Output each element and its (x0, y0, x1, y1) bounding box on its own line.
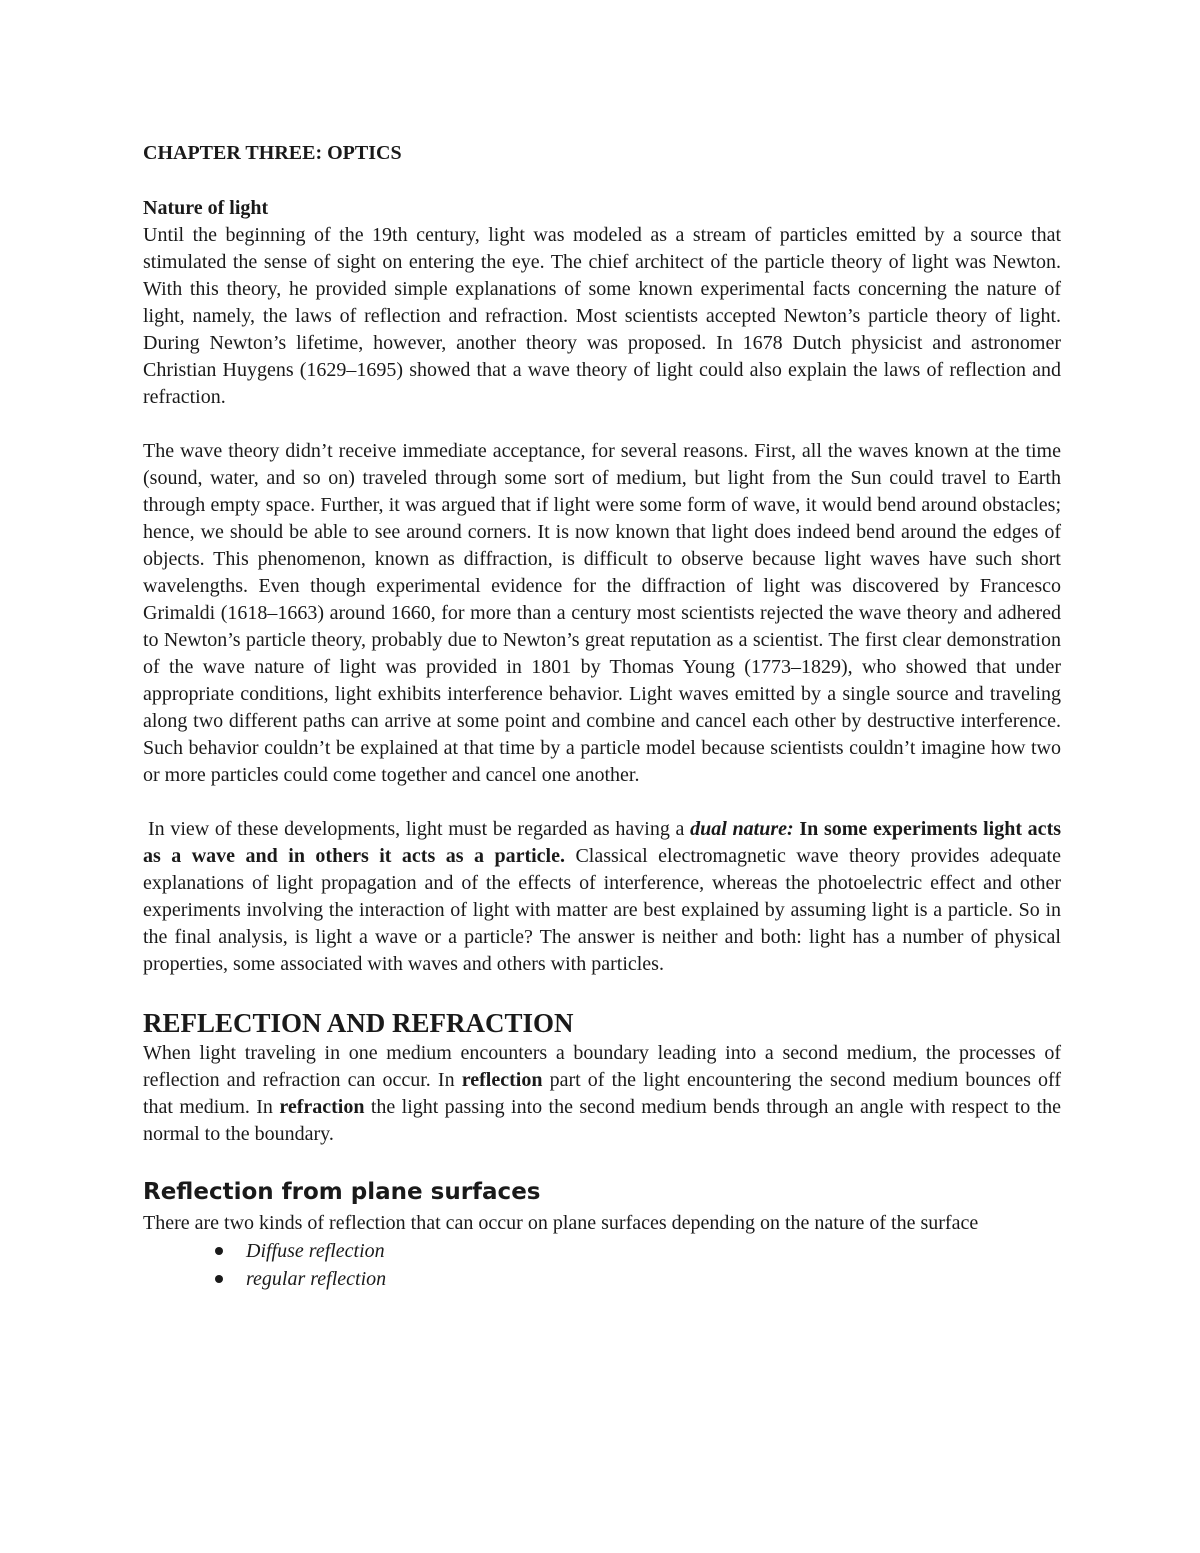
rr-text-end: the light passing into the second medium bends through an angle with respect to the normal to the boundary. (143, 1096, 1061, 1145)
p3-text-end: Classical electromagnetic wave theory provides adequate explanations of light propagation and of the effects of interference, whereas the photoelectric effect and other experiments involving the interaction of light with matter are best explained by assuming light is a particle. So in the final analysis, is light a wave or a particle? The answer is neither and both: light has a number of physical properties, some associated with waves and others with particles. (143, 845, 1061, 975)
reflection-term: reflection (461, 1069, 543, 1091)
nature-paragraph-3 (143, 816, 1061, 978)
reflection-refraction-paragraph (143, 1040, 1061, 1148)
refraction-term: refraction (279, 1096, 365, 1118)
document-page (143, 140, 1061, 1293)
bullet-icon (215, 1275, 223, 1283)
p3-text-start: In view of these developments, light must be regarded as having a (148, 818, 691, 840)
rr-text-start: When light traveling in one medium encounters a boundary leading into a second medium, the processes of reflection and refraction can occur. In (143, 1042, 1061, 1091)
list-item (215, 1265, 1061, 1293)
plane-surfaces-heading: Reflection from plane surfaces (143, 1179, 541, 1205)
plane-surfaces-intro: There are two kinds of reflection that can occur on plane surfaces depending on the nature of the surface (143, 1212, 979, 1234)
paragraph-gap (143, 789, 1061, 816)
bullet-icon (215, 1247, 223, 1255)
reflection-kinds-list (143, 1237, 1061, 1293)
dual-nature-term: dual nature: (690, 818, 794, 840)
paragraph-gap (143, 411, 1061, 438)
rr-text-mid: part of the light encountering the second medium bounces off that medium. In (143, 1069, 1062, 1118)
p3-bold-statement: In some experiments light acts as a wave and in others it acts as a particle. (143, 818, 1062, 867)
nature-of-light-heading: Nature of light (143, 197, 269, 219)
nature-paragraph-1: Until the beginning of the 19th century, light was modeled as a stream of particles emitted by a source that stimulated the sense of sight on entering the eye. The chief architect of the particle theory of light was Newton. With this theory, he provided simple explanations of some known experimental facts concerning the nature of light, namely, the laws of reflection and refraction. Most scientists accepted Newton’s particle theory of light. During Newton’s lifetime, however, another theory was proposed. In 1678 Dutch physicist and astronomer Christian Huygens (1629–1695) showed that a wave theory of light could also explain the laws of reflection and refraction. (143, 224, 1061, 408)
list-item-label: regular reflection (246, 1268, 387, 1290)
list-item-label: Diffuse reflection (246, 1240, 385, 1262)
list-item (215, 1237, 1061, 1265)
nature-paragraph-2: The wave theory didn’t receive immediate acceptance, for several reasons. First, all the waves known at the time (sound, water, and so on) traveled through some sort of medium, but light from the Sun could travel to Earth through empty space. Further, it was argued that if light were some form of wave, it would bend around obstacles; hence, we should be able to see around corners. It is now known that light does indeed bend around the edges of objects. This phenomenon, known as diffraction, is difficult to observe because light waves have such short wavelengths. Even though experimental evidence for the diffraction of light was discovered by Francesco Grimaldi (1618–1663) around 1660, for more than a century most scientists rejected the wave theory and adhered to Newton’s particle theory, probably due to Newton’s great reputation as a scientist. The first clear demonstration of the wave nature of light was provided in 1801 by Thomas Young (1773–1829), who showed that under appropriate conditions, light exhibits interference behavior. Light waves emitted by a single source and traveling along two different paths can arrive at some point and combine and cancel each other by destructive interference. Such behavior couldn’t be explained at that time by a particle model because scientists couldn’t imagine how two or more particles could come together and cancel one another. (143, 440, 1061, 786)
chapter-title: CHAPTER THREE: OPTICS (143, 142, 402, 164)
reflection-refraction-heading: REFLECTION AND REFRACTION (143, 1008, 574, 1038)
